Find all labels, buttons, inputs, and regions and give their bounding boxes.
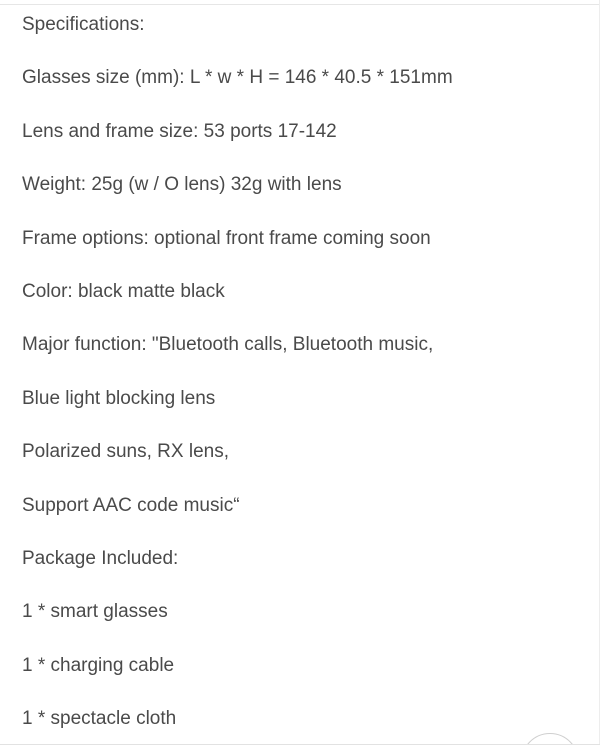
spec-heading: Specifications: [22, 14, 145, 35]
top-divider [0, 4, 600, 5]
package-item-cloth: 1 * spectacle cloth [22, 708, 177, 730]
package-item-glasses: 1 * smart glasses [22, 601, 168, 623]
spec-color: Color: black matte black [22, 280, 225, 302]
spec-lens-frame-size: Lens and frame size: 53 ports 17-142 [22, 120, 337, 142]
spec-list [22, 11, 453, 745]
package-heading: Package Included: [22, 547, 179, 569]
spec-aac: Support AAC code music“ [22, 494, 240, 516]
spec-blue-light: Blue light blocking lens [22, 387, 216, 409]
spec-weight: Weight: 25g (w / O lens) 32g with lens [22, 174, 342, 196]
spec-glasses-size: Glasses size (mm): L * w * H = 146 * 40.5 * 151mm [22, 67, 453, 89]
spec-frame-options: Frame options: optional front frame coming soon [22, 227, 431, 249]
spec-major-function: Major function: "Bluetooth calls, Bluetooth music, [22, 334, 434, 356]
package-item-cable: 1 * charging cable [22, 654, 175, 676]
spec-polarized: Polarized suns, RX lens, [22, 441, 229, 463]
